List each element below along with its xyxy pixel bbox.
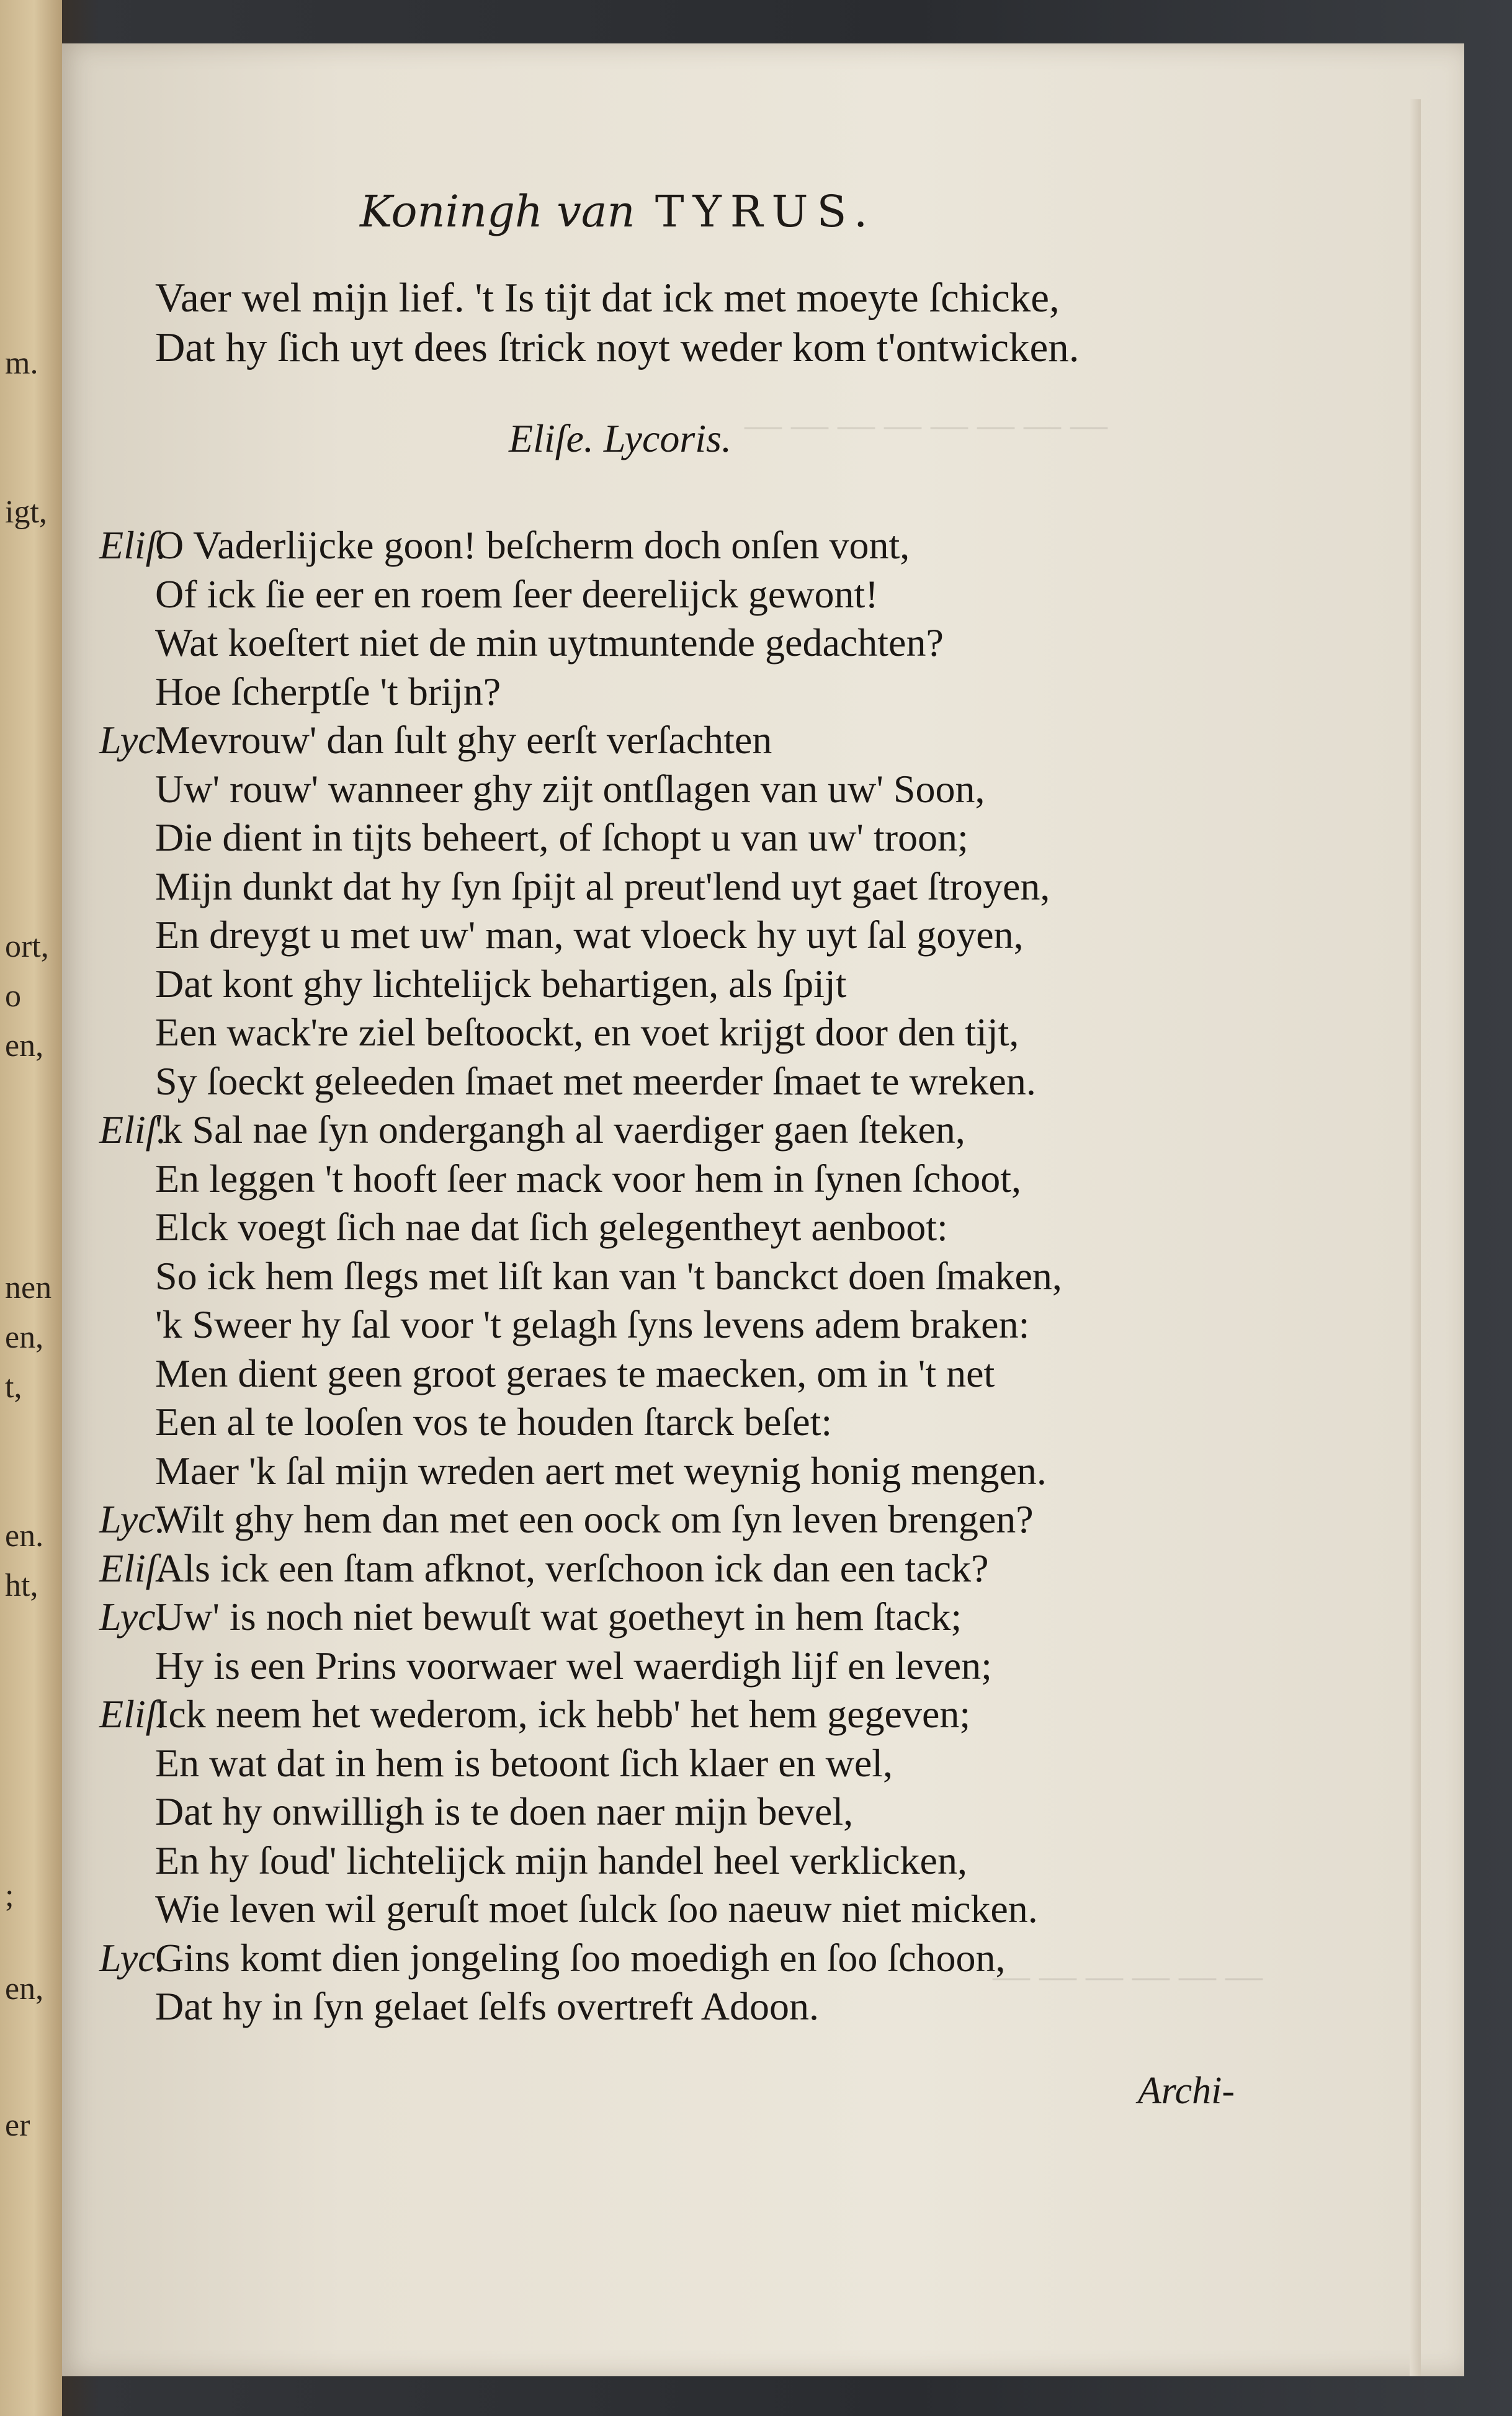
verse-text: Of ick ſie eer en roem ſeer deerelijck gewont! <box>155 571 879 616</box>
book-page <box>62 43 1464 2376</box>
speaker-label: Eliſ. <box>99 523 167 567</box>
verse-text: Wilt ghy hem dan met een oock om ſyn leven brengen? <box>155 1497 1034 1541</box>
verse-text: Uw' rouw' wanneer ghy zijt ontſlagen van uw' Soon, <box>155 766 985 811</box>
verse-text: Dat kont ghy lichtelijck behartigen, als ſpijt <box>155 961 847 1006</box>
verse-text: Ick neem het wederom, ick hebb' het hem gegeven; <box>155 1692 971 1736</box>
speaker-label: Eliſ. <box>99 1107 167 1152</box>
speaker-label: Lyc. <box>99 1595 166 1639</box>
running-head-italic: Koningh van <box>360 186 635 237</box>
show-through: — — — — — — <box>993 1955 1263 1996</box>
speaker-label: Eliſ. <box>99 1692 167 1736</box>
facing-page-edge <box>0 0 62 2416</box>
verse-text: Men dient geen groot geraes te maecken, om in 't net <box>155 1351 995 1395</box>
verse-line: Vaer wel mijn lief. 't Is tijt dat ick met moeyte ſchicke, <box>155 275 1060 321</box>
facing-page-fragment: en. <box>5 1518 44 1554</box>
verse-text: So ick hem ſlegs met liſt kan van 't banckct doen ſmaken, <box>155 1253 1062 1298</box>
facing-page-fragment: er <box>5 2108 30 2143</box>
speaker-label: Lyc. <box>99 1497 166 1541</box>
verse-text: Hy is een Prins voorwaer wel waerdigh lijf en leven; <box>155 1643 992 1688</box>
verse-text: Elck voegt ſich nae dat ſich gelegentheyt aenboot: <box>155 1205 948 1249</box>
verse-text: Sy ſoeckt geleeden ſmaet met meerder ſmaet te wreken. <box>155 1058 1036 1103</box>
verse-text: En leggen 't hooft ſeer mack voor hem in ſynen ſchoot, <box>155 1156 1022 1201</box>
speaker-label: Eliſ. <box>99 1546 167 1590</box>
verse-text: Wat koeſtert niet de min uytmuntende gedachten? <box>155 620 944 664</box>
facing-page-fragment: nen <box>5 1270 52 1305</box>
facing-page-fragment: en, <box>5 1971 44 2007</box>
verse-text: Dat hy onwilligh is te doen naer mijn bevel, <box>155 1789 854 1833</box>
verse-text: En dreygt u met uw' man, wat vloeck hy uyt ſal goyen, <box>155 913 1024 957</box>
verse-text: 'k Sweer hy ſal voor 't gelagh ſyns levens adem braken: <box>155 1302 1030 1346</box>
verse-text: Wie leven wil geruſt moet ſulck ſoo naeuw niet micken. <box>155 1887 1038 1931</box>
verse-text: Maer 'k ſal mijn wreden aert met weynig honig mengen. <box>155 1448 1047 1493</box>
verse-text: Als ick een ſtam afknot, verſchoon ick dan een tack? <box>155 1546 989 1590</box>
running-head <box>360 186 876 237</box>
facing-page-fragment: en, <box>5 1320 44 1355</box>
verse-text: Een al te looſen vos te houden ſtarck beſet: <box>155 1400 833 1444</box>
speaker-label: Lyc. <box>99 1935 166 1980</box>
facing-page-fragment: ort, <box>5 929 49 964</box>
verse-text: Mevrouw' dan ſult ghy eerſt verſachten <box>155 718 772 762</box>
facing-page-fragment: ; <box>5 1878 14 1913</box>
facing-page-fragment: ht, <box>5 1568 38 1603</box>
facing-page-fragment: m. <box>5 346 38 381</box>
verse-text: Mijn dunkt dat hy ſyn ſpijt al preut'lend uyt gaet ſtroyen, <box>155 864 1050 908</box>
verse-text: Dat hy in ſyn gelaet ſelfs overtreft Adoon. <box>155 1984 819 2028</box>
facing-page-fragment: en, <box>5 1028 44 1063</box>
opening-lines <box>155 273 1079 372</box>
page-edge <box>1410 99 1421 2376</box>
verse-text: Die dient in tijts beheert, of ſchopt u van uw' troon; <box>155 815 968 859</box>
verse-text: En hy ſoud' lichtelijck mijn handel heel verklicken, <box>155 1838 967 1882</box>
facing-page-fragment: o <box>5 978 21 1014</box>
verse-text: 'k Sal nae ſyn ondergangh al vaerdiger gaen ſteken, <box>155 1107 965 1152</box>
scene-heading: Eliſe. Lycoris. <box>509 416 731 460</box>
running-head-title: TYRUS. <box>655 186 877 237</box>
facing-page-fragment: igt, <box>5 494 47 530</box>
speaker-label: Lyc. <box>99 718 166 762</box>
verse-text: Uw' is noch niet bewuſt wat goetheyt in hem ſtack; <box>155 1595 962 1639</box>
verse-text: Een wack're ziel beſtoockt, en voet krijgt door den tijt, <box>155 1010 1019 1054</box>
verse-text: Hoe ſcherptſe 't brijn? <box>155 669 501 714</box>
facing-page-fragment: t, <box>5 1369 22 1405</box>
verse-text: Gins komt dien jongeling ſoo moedigh en ſoo ſchoon, <box>155 1935 1006 1980</box>
verse-text: En wat dat in hem is betoont ſich klaer en wel, <box>155 1740 893 1785</box>
catchword: Archi- <box>1137 2070 1235 2112</box>
verse-text: O Vaderlijcke goon! beſcherm doch onſen vont, <box>155 523 910 567</box>
show-through: — — — — — — — — <box>745 404 1107 445</box>
verse-line: Dat hy ſich uyt dees ſtrick noyt weder kom t'ontwicken. <box>155 324 1080 370</box>
